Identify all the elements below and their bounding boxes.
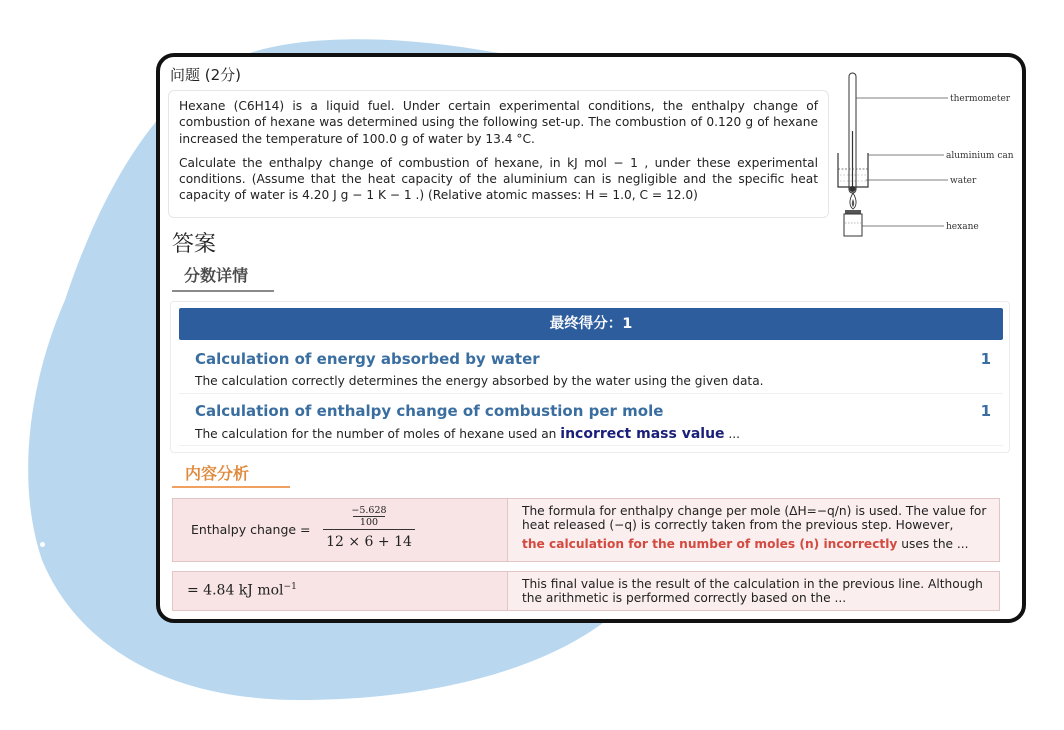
- result-formula: [187, 582, 297, 599]
- tab-score-details[interactable]: 分数详情: [184, 266, 249, 285]
- final-score-bar: 最终得分：1: [179, 308, 1003, 340]
- analysis-comment-cell: [508, 499, 999, 561]
- analysis-comment-cell: [508, 572, 999, 610]
- criterion-score: 1: [980, 402, 991, 420]
- formula-label: Enthalpy change =: [191, 522, 311, 537]
- criterion-score: 1: [980, 350, 991, 368]
- comment-ellipsis: uses the ...: [897, 537, 969, 551]
- description-text: The calculation for the number of moles of hexane used an: [195, 427, 561, 441]
- criterion-item: [179, 346, 1003, 394]
- tab-content-analysis[interactable]: 内容分析: [185, 464, 250, 483]
- score-panel: [170, 301, 1010, 453]
- question-text-box: [168, 90, 829, 218]
- tab-analysis-underline: [172, 486, 290, 488]
- question-paragraph-2: Calculate the enthalpy change of combustion of hexane, in kJ mol − 1 , under these experimental conditions. (Assume that the heat capacity of the aluminium can is negligible and the specific heat capacity of water is 4.20 J g − 1 K − 1 .) (Relative atomic masses: H = 1.0, C = 12.0): [179, 155, 818, 203]
- result-exponent: −1: [283, 582, 297, 592]
- water-label: water: [950, 176, 977, 186]
- analysis-row: [172, 498, 1000, 562]
- question-title: 问题 (2分): [170, 66, 242, 84]
- criterion-item: [179, 398, 1003, 446]
- apparatus-diagram: [836, 71, 1016, 241]
- criterion-description: The calculation correctly determines the energy absorbed by the water using the given data.: [195, 374, 764, 388]
- analysis-row: [172, 571, 1000, 611]
- tab-score-underline: [172, 290, 274, 292]
- formula-fraction: [323, 505, 415, 550]
- result-value: = 4.84 kJ mol: [187, 582, 284, 599]
- description-highlight: incorrect mass value: [560, 426, 725, 442]
- analysis-formula-cell: [173, 572, 508, 610]
- comment-text: This final value is the result of the calculation in the previous line. Although the arithmetic is performed correctly based on the ...: [522, 577, 983, 605]
- criterion-title: Calculation of energy absorbed by water: [195, 350, 540, 368]
- question-paragraph-1: Hexane (C6H14) is a liquid fuel. Under certain experimental conditions, the enthalpy change of combustion of hexane was determined using the following set-up. The combustion of 0.120 g of hexane increased the temperature of 100.0 g of water by 13.4 °C.: [179, 99, 818, 146]
- outer-fraction-bar: [323, 529, 415, 530]
- hexane-label: hexane: [946, 222, 979, 232]
- app-window: [156, 53, 1026, 623]
- numerator-bottom: 100: [359, 517, 379, 528]
- burner-shape: [844, 214, 862, 236]
- comment-text: The formula for enthalpy change per mole (ΔH=−q/n) is used. The value for heat released (−q) is correctly taken from the previous step. However,: [522, 504, 987, 532]
- analysis-formula-cell: [173, 499, 508, 561]
- criterion-title: Calculation of enthalpy change of combustion per mole: [195, 402, 664, 420]
- numerator-top: −5.628: [351, 505, 387, 516]
- aluminium-can-label: aluminium can: [946, 151, 1014, 161]
- criterion-description: [195, 426, 740, 442]
- description-ellipsis: ...: [724, 427, 741, 441]
- answer-title: 答案: [172, 232, 217, 257]
- thermometer-label: thermometer: [950, 94, 1011, 104]
- denominator: 12 × 6 + 14: [326, 534, 412, 550]
- comment-highlight: the calculation for the number of moles (n) incorrectly: [522, 537, 898, 551]
- decor-dot: [40, 542, 45, 547]
